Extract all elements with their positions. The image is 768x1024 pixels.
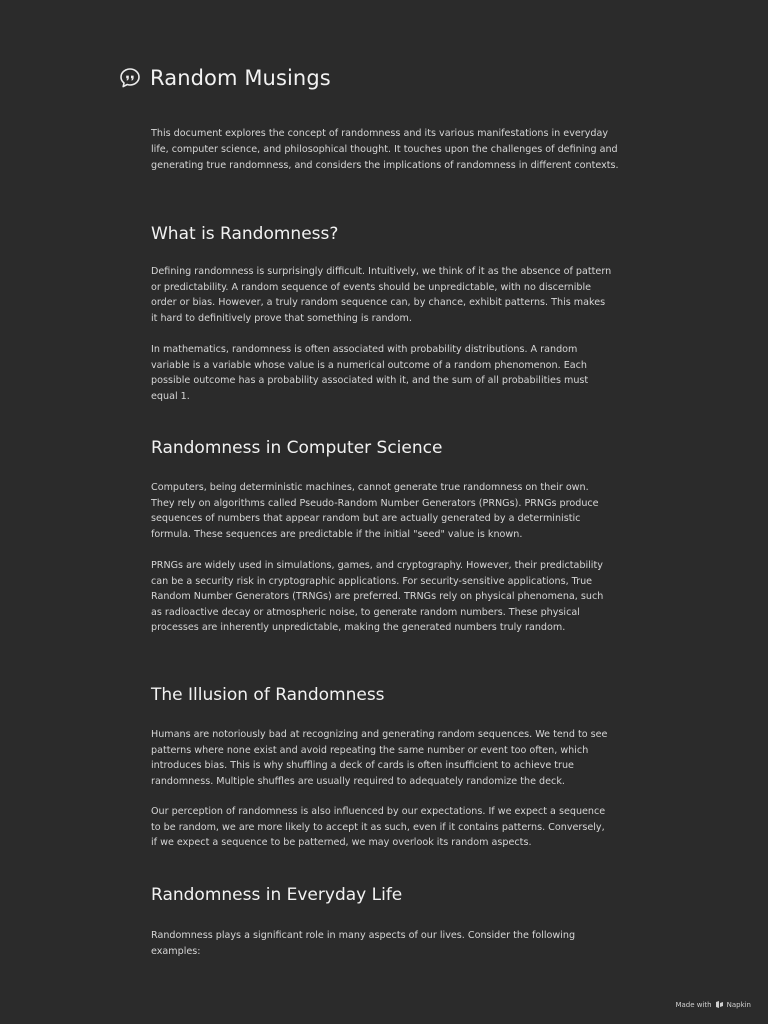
section-paragraph: Computers, being deterministic machines, cannot generate true randomness on their own. They rely on algorithms called Pseudo-Random Number Generators (PRNGs). PRNGs produce sequences of numbers that appear random but are actually generated by a deterministic formula. These sequences are predictable if the initial "seed" value is known. (151, 482, 599, 540)
section-heading: Randomness in Computer Science (151, 438, 443, 458)
section-paragraph: In mathematics, randomness is often associated with probability distributions. A random variable is a variable whose value is a numerical outcome of a random phenomenon. Each possible outcome has a probability associated with it, and the sum of all probabilities must equal 1. (151, 344, 589, 402)
section-heading: The Illusion of Randomness (151, 685, 385, 705)
made-with-label: Made with (675, 1000, 712, 1009)
section-paragraph: Humans are notoriously bad at recognizing and generating random sequences. We tend to see patterns where none exist and avoid repeating the same number or event too often, which introduces bias. This is why shuffling a deck of cards is often insufficient to achieve true randomness. Multiple shuffles are usually required to adequately randomize the deck. (151, 729, 608, 787)
section-paragraph: Randomness plays a significant role in many aspects of our lives. Consider the following examples: (151, 930, 576, 957)
page-title: Random Musings (150, 66, 331, 90)
intro-paragraph: This document explores the concept of randomness and its various manifestations in everyday life, computer science, and philosophical thought. It touches upon the challenges of defining and generating true randomness, and considers the implications of randomness in different contexts. (151, 128, 619, 171)
napkin-brand-label: Napkin (726, 1000, 751, 1009)
made-with-badge[interactable] (675, 1000, 751, 1009)
section-paragraph: Our perception of randomness is also influenced by our expectations. If we expect a sequence to be random, we are more likely to accept it as such, even if it contains patterns. Conversely, if we expect a sequence to be patterned, we may overlook its random aspects. (151, 806, 606, 849)
napkin-logo-icon (715, 1000, 724, 1009)
title-row (119, 66, 331, 90)
section-paragraph: PRNGs are widely used in simulations, games, and cryptography. However, their predictability can be a security risk in cryptographic applications. For security-sensitive applications, True Random Number Generators (TRNGs) are preferred. TRNGs rely on physical phenomena, such as radioactive decay or atmospheric noise, to generate random numbers. These physical processes are inherently unpredictable, making the generated numbers truly random. (151, 560, 604, 634)
speech-bubble-quote-icon (119, 67, 141, 89)
section-heading: Randomness in Everyday Life (151, 885, 403, 905)
section-paragraph: Defining randomness is surprisingly difficult. Intuitively, we think of it as the absence of pattern or predictability. A random sequence of events should be unpredictable, with no discernible order or bias. However, a truly random sequence can, by chance, exhibit patterns. This makes it hard to definitively prove that something is random. (151, 266, 612, 324)
section-heading: What is Randomness? (151, 224, 339, 244)
